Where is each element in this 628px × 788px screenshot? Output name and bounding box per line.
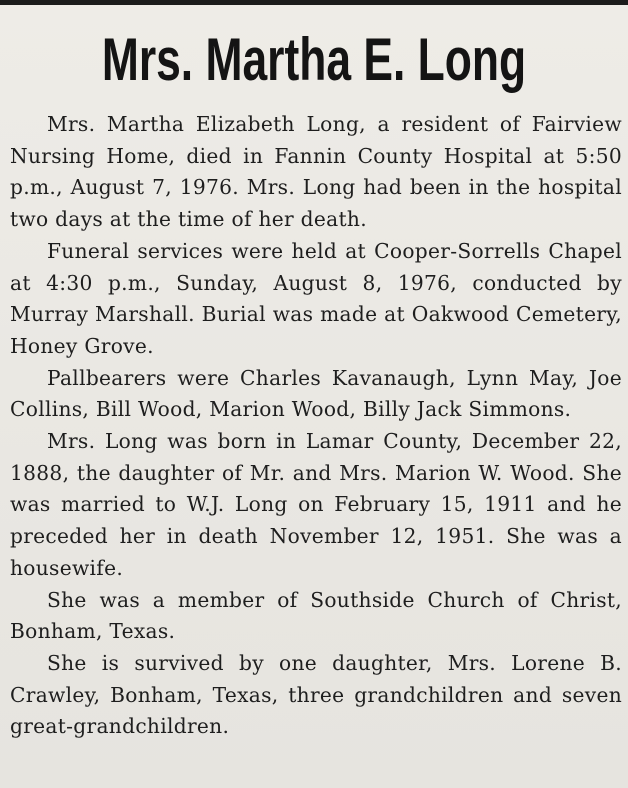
top-rule (0, 0, 628, 5)
paragraph-death-notice: Mrs. Martha Elizabeth Long, a resident of Fairview Nursing Home, died in Fannin County Hospital at 5:50 p.m., August 7, 1976. Mrs. Long had been in the hospital two days at the time of her death. (10, 112, 622, 232)
paragraph-biography: Mrs. Long was born in Lamar County, December 22, 1888, the daughter of Mr. and Mrs. Marion W. Wood. She was married to W.J. Long on February 15, 1911 and he preceded her in death November 12, 1951. She was a housewife. (10, 429, 622, 580)
paragraph-church-membership: She was a member of Southside Church of Christ, Bonham, Texas. (10, 587, 622, 644)
obituary-body (10, 109, 622, 743)
paragraph-funeral-services: Funeral services were held at Cooper-Sorrells Chapel at 4:30 p.m., Sunday, August 8, 1976, conducted by Murray Marshall. Burial was made at Oakwood Cemetery, Honey Grove. (10, 238, 622, 358)
paragraph-survivors: She is survived by one daughter, Mrs. Lorene B. Crawley, Bonham, Texas, three grandchildren and seven great-grandchildren. (10, 650, 622, 739)
obituary-headline: Mrs. Martha E. Long (101, 26, 527, 93)
paragraph-pallbearers: Pallbearers were Charles Kavanaugh, Lynn May, Joe Collins, Bill Wood, Marion Wood, Billy Jack Simmons. (10, 365, 622, 422)
